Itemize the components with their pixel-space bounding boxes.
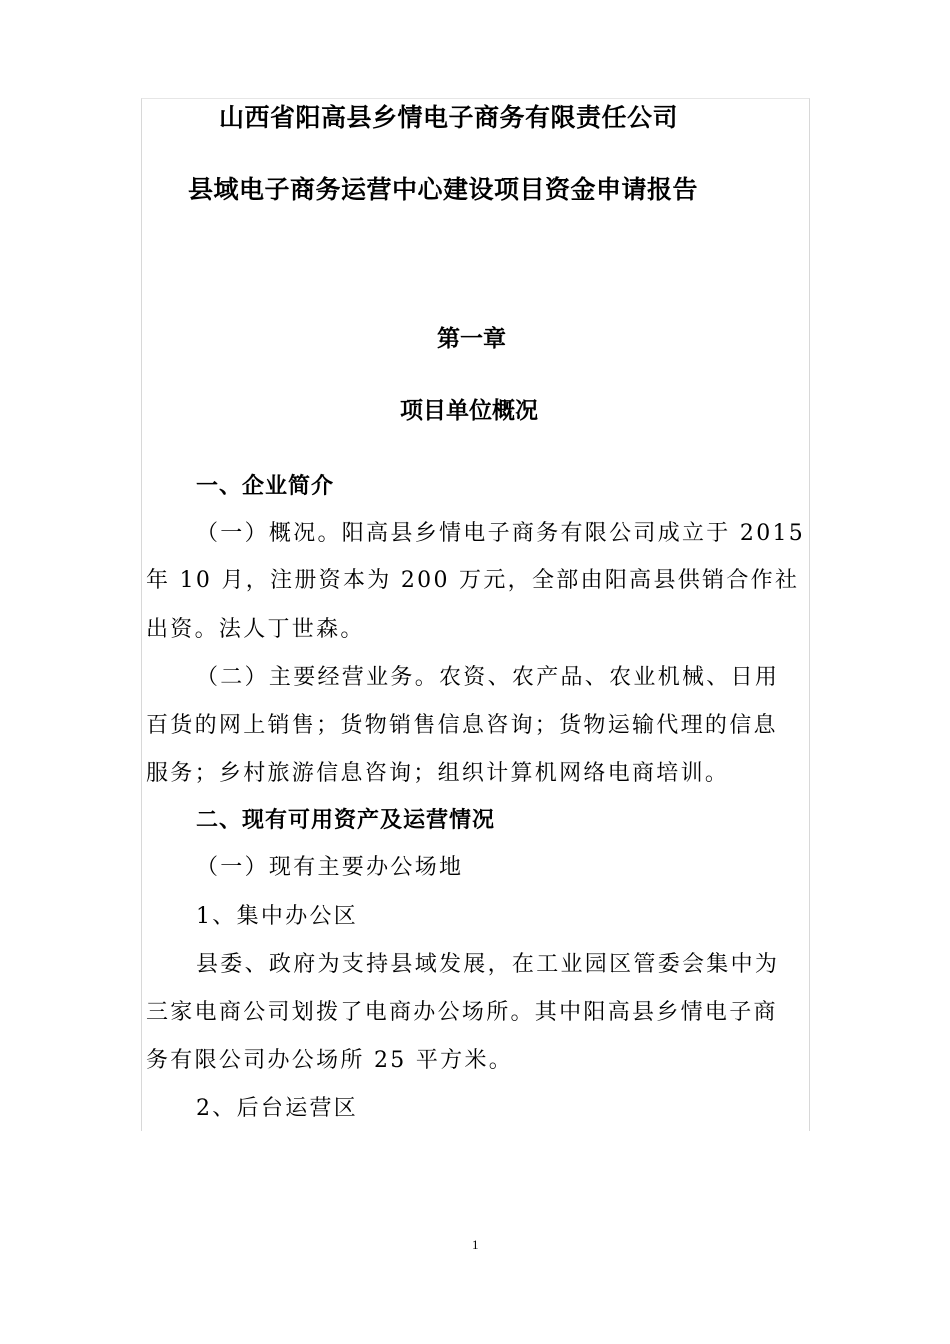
paragraph-business-line-2: 百货的网上销售；货物销售信息咨询；货物运输代理的信息 [146, 713, 778, 738]
paragraph-office-line-1: 县委、政府为支持县域发展，在工业园区管委会集中为 [196, 952, 780, 977]
chapter-number: 第一章 [437, 326, 506, 352]
paragraph-office-line-2: 三家电商公司划拨了电商办公场所。其中阳高县乡情电子商 [146, 1000, 778, 1025]
paragraph-overview-line-1: （一）概况。阳高县乡情电子商务有限公司成立于 2015 [196, 521, 806, 546]
item-centralized-office: 1、集中办公区 [196, 904, 359, 929]
page-number: 1 [472, 1237, 479, 1252]
chapter-name: 项目单位概况 [400, 398, 538, 424]
paragraph-business-line-3: 服务；乡村旅游信息咨询；组织计算机网络电商培训。 [146, 761, 730, 786]
section-heading-company-profile: 一、企业简介 [196, 474, 335, 499]
paragraph-business-line-1: （二）主要经营业务。农资、农产品、农业机械、日用 [196, 665, 780, 690]
document-title-line-2: 县域电子商务运营中心建设项目资金申请报告 [188, 175, 699, 204]
item-backend-operations: 2、后台运营区 [196, 1096, 359, 1121]
paragraph-office-line-3: 务有限公司办公场所 25 平方米。 [146, 1048, 514, 1073]
paragraph-overview-line-2: 年 10 月，注册资本为 200 万元，全部由阳高县供销合作社 [146, 568, 800, 593]
document-title-line-1: 山西省阳高县乡情电子商务有限责任公司 [219, 103, 679, 132]
paragraph-overview-line-3: 出资。法人丁世森。 [146, 617, 365, 642]
subheading-office-space: （一）现有主要办公场地 [196, 855, 464, 880]
section-heading-assets-operations: 二、现有可用资产及运营情况 [196, 808, 496, 833]
